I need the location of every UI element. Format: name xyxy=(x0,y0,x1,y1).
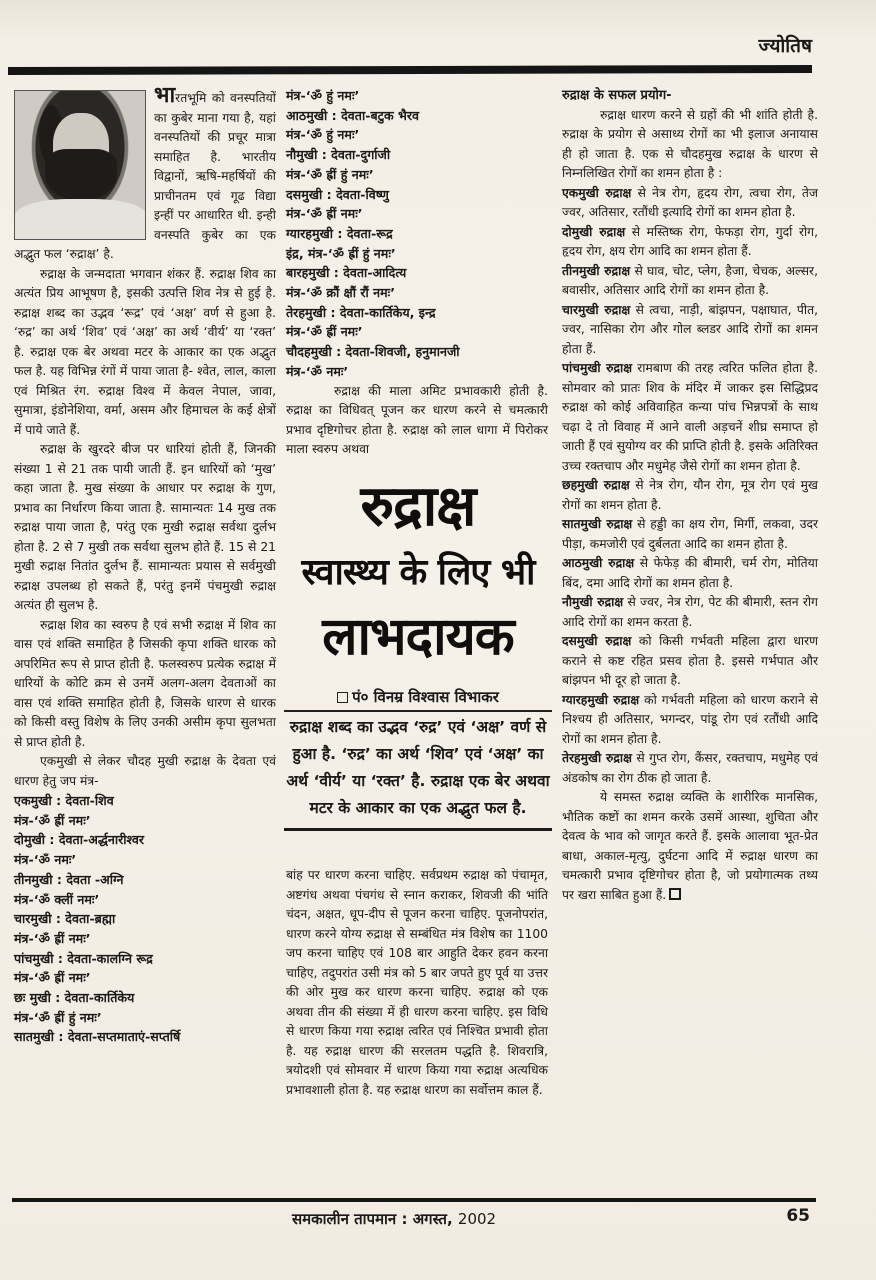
subheading: रुद्राक्ष के सफल प्रयोग- xyxy=(562,88,672,103)
remedy-item xyxy=(562,691,818,750)
mantra-line: मंत्र-‘ॐ क्रौं क्षौं रौं नमः’ xyxy=(286,285,396,301)
top-rule xyxy=(8,65,812,75)
mantra-line: सातमुखी : देवता-सप्तमाताएं-सप्तर्षि xyxy=(14,1029,181,1045)
paragraph: बांह पर धारण करना चाहिए. सर्वप्रथम रुद्राक्ष को पंचामृत, अष्टगंध अथवा पंचगंध से स्नान कराकर, शिवजी की भांति चंदन, अक्षत, धूप-दीप से पूजन करना चाहिए. पूजनोपरांत, धारण करने योग्य रुद्राक्ष से सम्बंधित मंत्र विशेष का 1100 जप करना चाहिए एवं 108 बार आहुति देकर हवन करना चाहिए, तदुपरांत उसी मंत्र को 5 बार जपते हुए पूर्व या उत्तर की ओर मुख कर धारण करना चाहिए. रुद्राक्ष को एक अथवा तीन की संख्या में ही धारण करना चाहिए. इस विधि से धारण किया गया रुद्राक्ष त्वरित एवं निश्चित प्रभावी होता है. यह रुद्राक्ष धारण की सरलतम पद्धति है. शिवरात्रि, त्रयोदशी एवं सोमवार में धारण किया गया रुद्राक्ष अत्यधिक प्रभावशाली होता है. यह रुद्राक्ष धारण का सर्वोत्तम काल हैं. xyxy=(286,868,548,1097)
intro-paragraph: रुद्राक्ष धारण करने से ग्रहों की भी शांति होती है. रुद्राक्ष के प्रयोग से असाध्य रोगों का भी इलाज अनायास ही हो जाता है. एक से चौदहमुख रुद्राक्ष के धारण से निम्नलिखित रोगों का शमन होता है : xyxy=(562,107,818,180)
mantra-line: मंत्र-‘ॐ ह्रीं हुं नमः’ xyxy=(286,166,374,182)
mantra-line: मंत्र-‘ॐ ह्रीं नमः’ xyxy=(14,812,91,828)
mantra-line: मंत्र-‘ॐ हुं नमः’ xyxy=(286,88,360,103)
remedy-item xyxy=(562,359,818,476)
byline xyxy=(284,686,552,712)
author-name: पं० विनम्र विश्वास विभाकर xyxy=(352,688,499,706)
remedy-text: रामबाण की तरह त्वरित फलित होता है. सोमवार को प्रातः शिव के मंदिर में जाकर इस सिद्धिप्रद रुद्राक्ष को कोई अविवाहित कन्या पांच भिन्नपत्रों के साथ चढ़ा दे तो विवाह में आने वाली अड़चनें शीघ्र समाप्त हो जाती हैं एवं सुयोग्य वर की प्राप्ति होती है. इसके अतिरिक्त उच्च रक्तचाप और मधुमेह जैसे रोगों का शमन होता है. xyxy=(562,361,819,473)
headline-line-2: स्वास्थ्य के लिए भी xyxy=(301,552,535,593)
article-headline xyxy=(284,472,552,670)
remedy-lead: पांचमुखी रुद्राक्ष xyxy=(562,361,633,375)
mantra-line: नौमुखी : देवता-दुर्गाजी xyxy=(286,147,391,163)
mantra-line: चौदहमुखी : देवता-शिवजी, हनुमानजी xyxy=(286,344,460,360)
closing-text: ये समस्त रुद्राक्ष व्यक्ति के शारीरिक मानसिक, भौतिक कष्टों का शमन करके उसमें आस्था, शुचिता और देवत्व के भाव को जागृत करते हैं. इसके आलावा भूत-प्रेत बाधा, अकाल-मृत्यु, दुर्घटना आदि में रुद्राक्ष धारण का चमत्कारी प्रभाव दृष्टिगोचर होता है, जो प्रयोगात्मक तथ्य पर खरा साबित हुआ हैं. xyxy=(562,790,818,902)
paragraph: रुद्राक्ष के खुरदरे बीज पर धारियां होती हैं, जिनकी संख्या 1 से 21 तक पायी जाती हैं. इन धारियों को ‘मुख’ कहा जाता है. मुख संख्या के आधार पर रुद्राक्ष के गुण, प्रभाव का निर्धारण किया जाता है. सामान्यतः 14 मुख तक रुद्राक्ष पाया जाता है, परंतु एक मुखी रुद्राक्ष सर्वथा दुर्लभ होता है. 2 से 7 मुखी तक सर्वथा सुलभ होते हैं. 15 से 21 मुखी रुद्राक्ष नितांत दुर्लभ हैं. सामान्यतः प्रयास से सर्वमुखी रुद्राक्ष उपलब्ध हो सकते हैं, परंतु इनमें पंचमुखी रुद्राक्ष अत्यंत ही सुलभ है. xyxy=(14,442,276,612)
bottom-rule xyxy=(12,1198,816,1202)
mantra-line: बारहमुखी : देवता-आदित्य xyxy=(286,265,407,281)
remedy-text: से नेत्र रोग, यौन रोग, मूत्र रोग एवं मुख रोगों का शमन होता है. xyxy=(562,478,818,512)
mantra-line: पांचमुखी : देवता-कालग्नि रूद्र xyxy=(14,950,153,966)
mantra-line: मंत्र-‘ॐ हुं नमः’ xyxy=(286,127,360,143)
remedy-text: से घाव, चोट, प्लेग, हैजा, चेचक, अल्सर, बवासीर, अतिसार आदि रोगों का शमन होता है. xyxy=(562,263,818,297)
remedy-text: से मस्तिष्क रोग, फेफड़ा रोग, गुर्दा रोग, हृदय रोग, क्षय रोग आदि का शमन होता हैं. xyxy=(562,224,819,258)
remedy-item xyxy=(562,262,818,301)
mantra-line: चारमुखी : देवता-ब्रह्मा xyxy=(14,911,116,927)
mantra-line: ग्यारहमुखी : देवता-रूद्र xyxy=(286,225,393,241)
remedy-text: से नेत्र रोग, हृदय रोग, त्वचा रोग, तेज ज्वर, अतिसार, रतौंधी इत्यादि रोगों का शमन होता है. xyxy=(562,185,818,219)
right-column xyxy=(562,86,818,905)
remedy-item xyxy=(562,184,818,223)
publication-name: समकालीन तापमान : अगस्त, xyxy=(292,1210,453,1228)
left-column xyxy=(14,83,276,1047)
publication-year: 2002 xyxy=(457,1210,497,1228)
intro-text: रतभूमि को वनस्पतियों का कुबेर माना गया है, यहां वनस्पतियों की प्रचूर मात्रा समाहित है. भारतीय विद्वानों, ऋषि-महर्षियों की प्राचीनतम एवं गूढ विद्या इन्हीं पर आधारित थी. इन्ही वनस्पति कुबेर का एक अद्भुत फल ‘रुद्राक्ष’ है. xyxy=(14,91,276,261)
section-title: ज्योतिष xyxy=(758,35,812,57)
drop-cap: भा xyxy=(154,83,176,108)
remedy-item xyxy=(562,301,818,360)
remedy-lead: नौमुखी रुद्राक्ष xyxy=(562,595,624,609)
middle-column-continuation xyxy=(286,866,548,1100)
mantra-line: मंत्र-‘ॐ ह्रीं नमः’ xyxy=(14,970,91,986)
mantra-line: मंत्र-‘ॐ क्लीं नमः’ xyxy=(14,891,100,907)
remedy-lead: सातमुखी रुद्राक्ष xyxy=(562,517,633,531)
mantra-list xyxy=(14,791,276,1047)
author-photo xyxy=(14,90,146,240)
mantra-line: दोमुखी : देवता-अर्द्धनारीश्वर xyxy=(14,832,145,848)
paragraph: एकमुखी से लेकर चौदह मुखी रुद्राक्ष के देवता एवं धारण हेतु जप मंत्र- xyxy=(14,754,276,788)
author-shirt xyxy=(15,199,146,240)
remedy-lead: दोमुखी रुद्राक्ष xyxy=(562,224,626,239)
mantra-line: मंत्र-‘ॐ ह्रीं नमः’ xyxy=(14,930,91,946)
middle-column xyxy=(286,86,548,460)
remedy-text: को किसी गर्भवती महिला द्वारा धारण कराने से कष्ट रहित प्रसव होता है. इससे गर्भपात और बांझपन भी दूर हो जाता है. xyxy=(562,634,818,687)
mantra-line: दसमुखी : देवता-विष्णु xyxy=(286,186,389,202)
remedy-item xyxy=(562,749,818,788)
closing-paragraph xyxy=(562,788,818,905)
mantra-line: छः मुखी : देवता-कार्तिकेय xyxy=(14,990,135,1006)
remedy-lead: आठमुखी रुद्राक्ष xyxy=(562,556,635,570)
mantra-line: आठमुखी : देवता-बटुक भैरव xyxy=(286,107,420,123)
remedy-text: से त्वचा, नाड़ी, बांझपन, पक्षाघात, पीत, ज्वर, नासिका रोग और गोल ब्लडर आदि रोगों का शमन होता हैं. xyxy=(562,302,818,356)
headline-line-1: रुद्राक्ष xyxy=(360,474,476,539)
footer-publication xyxy=(292,1209,496,1229)
remedy-lead: तीनमुखी रुद्राक्ष xyxy=(562,263,631,278)
paragraph: रुद्राक्ष के जन्मदाता भगवान शंकर हैं. रुद्राक्ष शिव का अत्यंत प्रिय आभूषण है, इसकी उत्पत्ति शिव नेत्र से हुई है. रुद्राक्ष शब्द का उद्भव ‘रूद्र’ एवं ‘अक्ष’ वर्ण से हुआ है. ‘रुद्र’ का अर्थ ‘शिव’ एवं ‘अक्ष’ का अर्थ ‘वीर्य’ या ‘रक्त’ है. रुद्राक्ष एक बेर अथवा मटर के आकार का एक अद्भुत फल है. यह विभिन्न रंगों में पाया जाता है- श्वेत, लाल, काला एवं मिश्रित रंग. रुद्राक्ष विश्व में केवल नेपाल, जावा, सुमात्रा, इंडोनेशिया, वर्मा, असम और हिमाचल के कई क्षेत्रों में पाये जाते हैं. xyxy=(14,266,276,437)
remedy-item xyxy=(562,593,818,632)
remedy-lead: एकमुखी रुद्राक्ष xyxy=(562,185,632,200)
remedy-item xyxy=(562,632,818,691)
mantra-list xyxy=(286,86,548,382)
headline-line-3: लाभदायक xyxy=(322,607,514,667)
remedy-item xyxy=(562,515,818,554)
mantra-line: तेरहमुखी : देवता-कार्तिकेय, इन्द्र xyxy=(286,304,436,320)
remedy-lead: चारमुखी रुद्राक्ष xyxy=(562,302,631,317)
pull-quote: रुद्राक्ष शब्द का उद्भव ‘रुद्र’ एवं ‘अक्ष’ वर्ण से हुआ है. ‘रुद्र’ का अर्थ ‘शिव’ एवं ‘अक्ष’ का अर्थ ‘वीर्य’ या ‘रक्त’ है. रुद्राक्ष एक बेर अथवा मटर के आकार का एक अद्भुत फल है. xyxy=(284,714,552,831)
remedy-lead: ग्यारहमुखी रुद्राक्ष xyxy=(562,692,640,707)
end-mark-icon xyxy=(669,888,681,900)
mantra-line: एकमुखी : देवता-शिव xyxy=(14,793,114,808)
mantra-line: मंत्र-‘ॐ नमः’ xyxy=(286,363,349,379)
mantra-line: मंत्र-‘ॐ ह्रीं हुं नमः’ xyxy=(14,1009,102,1025)
remedy-text: से ज्वर, नेत्र रोग, पेट की बीमारी, स्तन रोग आदि रोगों का शमन करता है. xyxy=(562,595,818,629)
remedy-text: से हड्डी का क्षय रोग, मिर्गी, लकवा, उदर पीड़ा, कमजोरी एवं दुर्बलता आदि का शमन होता है. xyxy=(562,517,818,551)
page-number: 65 xyxy=(786,1206,810,1226)
remedy-text: से फेफेड़ की बीमारी, चर्म रोग, मोतिया बिंद, दमा आदि रोगों का शमन होता है. xyxy=(562,556,818,590)
remedy-text: को गर्भवती महिला को धारण कराने से निश्चय ही अतिसार, भगन्दर, पांडू रोग एवं रतौंधी आदि रोगों का शमन होता है. xyxy=(562,692,818,746)
mantra-line: मंत्र-‘ॐ नमः’ xyxy=(14,852,77,868)
square-bullet-icon xyxy=(337,692,348,703)
mantra-line: तीनमुखी : देवता -अग्नि xyxy=(14,871,124,887)
mantra-line: मंत्र-‘ॐ ह्रीं नमः’ xyxy=(286,206,363,222)
remedy-item xyxy=(562,476,818,515)
remedy-lead: छहमुखी रुद्राक्ष xyxy=(562,478,630,492)
remedy-lead: दसमुखी रुद्राक्ष xyxy=(562,634,632,648)
paragraph: रुद्राक्ष शिव का स्वरुप है एवं सभी रुद्राक्ष में शिव का वास एवं शक्ति समाहित है जिसकी कृपा शक्ति धारक को अपरिमित रूप से प्राप्त होती है. फलस्वरुप प्रत्येक रुद्राक्ष में धारियों के कोटि क्रम से उनमें अलग-अलग देवताओं का वास एवं शक्ति समाहित होती है, जिसके धारण से धारक को किसी वस्तु विशेष के लिए उनकी असीम कृपा सुलभता से प्राप्त होती है. xyxy=(14,617,276,749)
remedy-lead: तेरहमुखी रुद्राक्ष xyxy=(562,751,632,765)
mantra-line: मंत्र-‘ॐ ह्रीं नमः’ xyxy=(286,324,363,340)
remedy-item xyxy=(562,223,818,262)
remedy-text: से गुप्त रोग, कैंसर, रक्तचाप, मधुमेह एवं अंडकोष का रोग ठीक हो जाता है. xyxy=(562,751,818,785)
remedy-item xyxy=(562,554,818,593)
mala-paragraph: रुद्राक्ष की माला अमिट प्रभावकारी होती है. रुद्राक्ष का विधिवत् पूजन कर धारण करने से चमत्कारी प्रभाव दृष्टिगोचर होता है. रुद्राक्ष को लाल धागा में पिरोकर माला स्वरुप अथवा xyxy=(286,383,548,457)
author-beard xyxy=(45,149,117,201)
mantra-line: इंद्र, मंत्र-‘ॐ ह्रीं हुं नमः’ xyxy=(286,245,396,261)
